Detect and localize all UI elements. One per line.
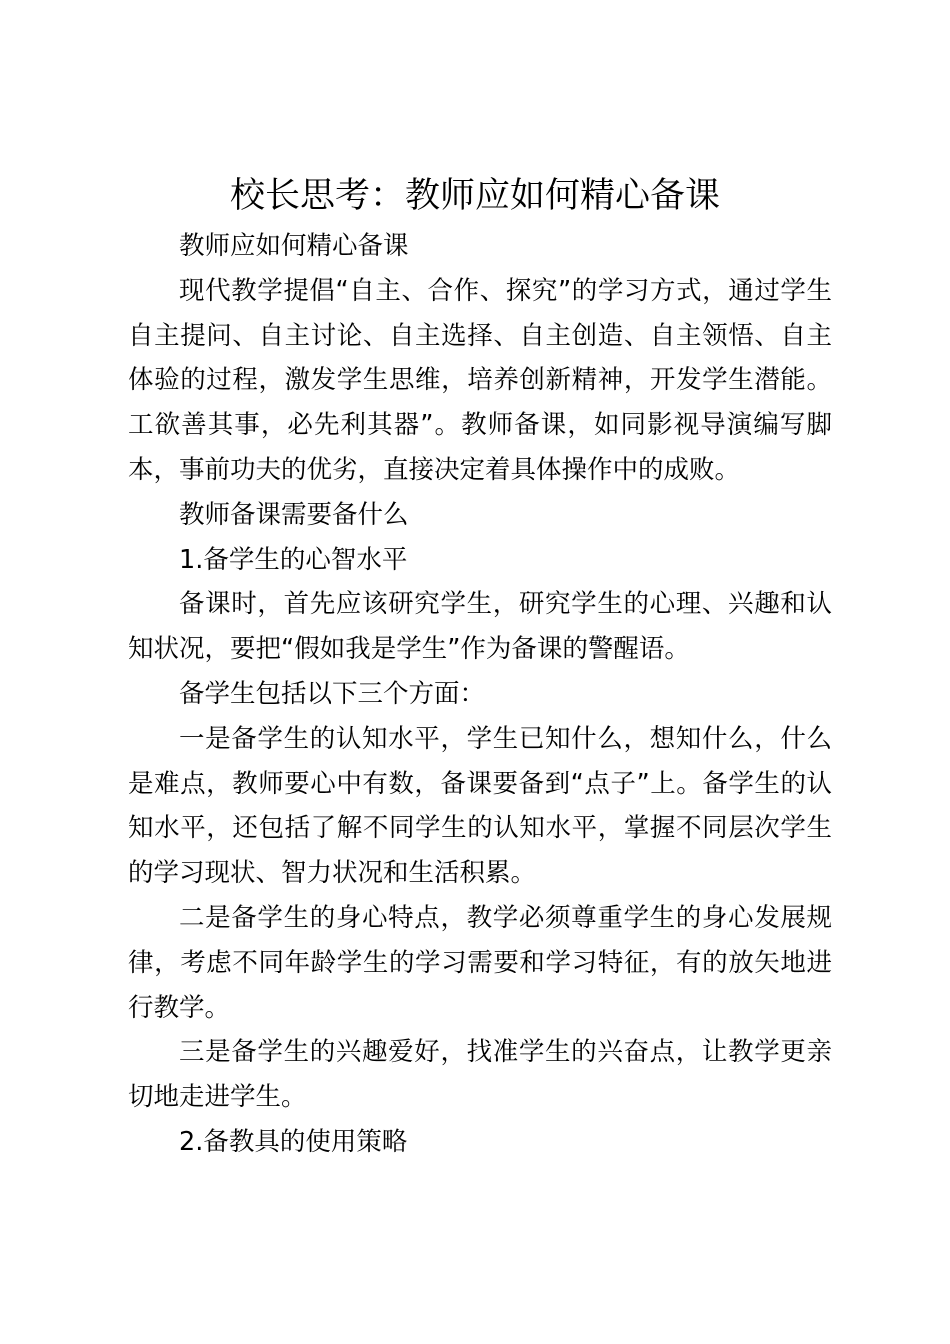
body-paragraph: 三是备学生的兴趣爱好，找准学生的兴奋点，让教学更亲切地走进学生。 — [128, 1037, 832, 1113]
section-heading: 教师备课需要备什么 — [179, 499, 409, 530]
body-paragraph: 一是备学生的认知水平，学生已知什么，想知什么，什么是难点，教师要心中有数，备课要备到“点子”上。备学生的认知水平，还包括了解不同学生的认知水平，掌握不同层次学生的学习现状、智力状况和生活积累。 — [128, 723, 832, 889]
subsection-heading-1: 1.备学生的心智水平 — [179, 544, 408, 575]
document-title: 校长思考：教师应如何精心备课 — [229, 176, 720, 216]
body-paragraph: 二是备学生的身心特点，教学必须尊重学生的身心发展规律，考虑不同年龄学生的学习需要和学习特征，有的放矢地进行教学。 — [128, 902, 832, 1023]
subtitle-paragraph: 教师应如何精心备课 — [179, 231, 409, 261]
body-paragraph: 备课时，首先应该研究学生，研究学生的心理、兴趣和认知状况，要把“假如我是学生”作为备课的警醒语。 — [128, 589, 832, 665]
document-body — [128, 224, 832, 1165]
intro-paragraph: 现代教学提倡“自主、合作、探究”的学习方式，通过学生自主提问、自主讨论、自主选择、自主创造、自主领悟、自主体验的过程，激发学生思维，培养创新精神，开发学生潜能。工欲善其事，必先利其器”。教师备课，如同影视导演编写脚本，事前功夫的优劣，直接决定着具体操作中的成败。 — [128, 275, 832, 485]
body-paragraph: 备学生包括以下三个方面： — [179, 678, 486, 709]
subsection-heading-2: 2.备教具的使用策略 — [179, 1126, 408, 1157]
